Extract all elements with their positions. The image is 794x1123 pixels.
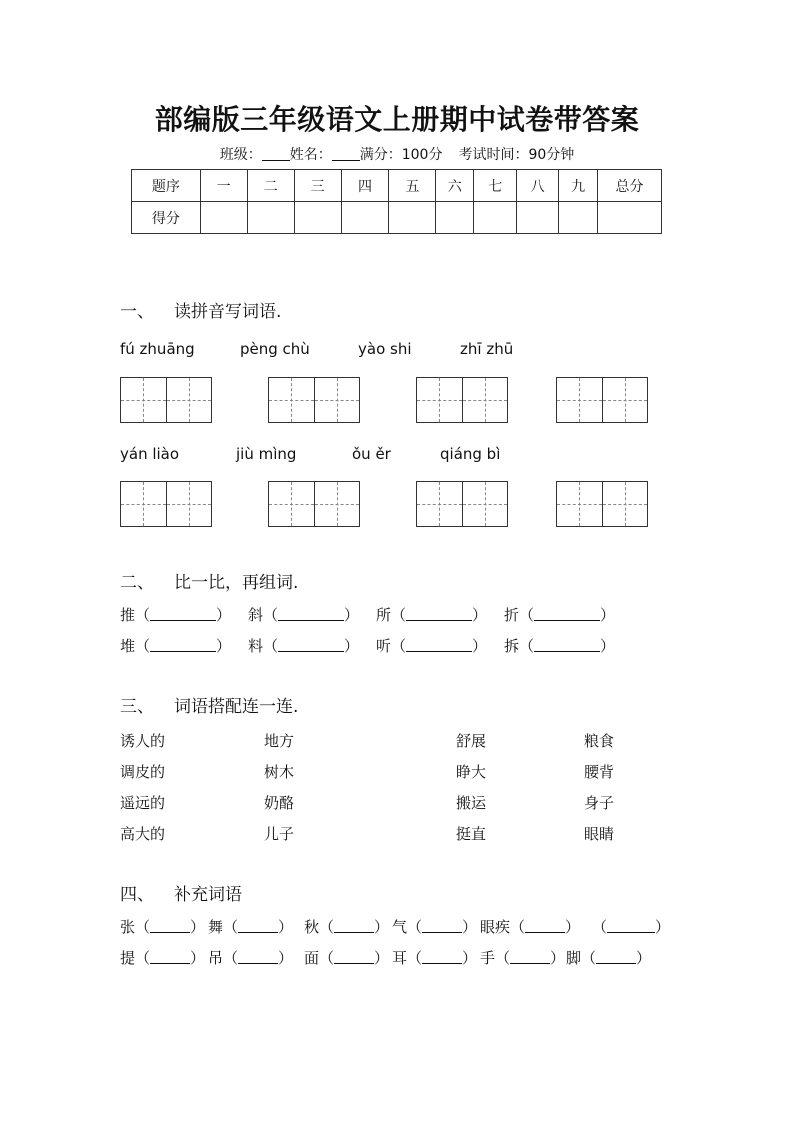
answer-blank[interactable]: [150, 607, 216, 621]
fill-item: 面（ ）: [304, 949, 390, 967]
compare-item: 听（ ）: [376, 637, 488, 655]
score-table-score-row: [132, 202, 662, 234]
score-row-label: 得分: [132, 202, 201, 234]
fill-item: 气（ ）: [392, 918, 478, 936]
fill-item: 张（ ）: [120, 918, 206, 936]
section-2-heading: [120, 568, 298, 593]
compare-char: 堆: [120, 637, 136, 655]
answer-blank[interactable]: [238, 950, 278, 964]
compare-item: 料（ ）: [248, 637, 360, 655]
compare-char: 所: [376, 606, 392, 624]
match-word[interactable]: 身子: [584, 794, 615, 812]
section-1-number: 一、: [120, 302, 154, 322]
score-header-cell: 总分: [598, 170, 662, 202]
pinyin: yán liào: [120, 445, 180, 463]
answer-blank[interactable]: [278, 607, 344, 621]
writing-grid[interactable]: [416, 377, 508, 423]
score-header-cell: 七: [474, 170, 517, 202]
name-blank: [332, 147, 360, 161]
section-4-heading: [120, 880, 242, 905]
answer-blank[interactable]: [150, 919, 190, 933]
compare-item: 所（ ）: [376, 606, 488, 624]
answer-blank[interactable]: [334, 950, 374, 964]
score-header-cell: 四: [341, 170, 389, 202]
compare-char: 斜: [248, 606, 264, 624]
section-2-title: 比一比，再组词.: [174, 573, 299, 593]
compare-char: 拆: [504, 637, 520, 655]
pinyin: pèng chù: [240, 340, 310, 358]
writing-grid[interactable]: [120, 481, 212, 527]
match-word[interactable]: 奶酪: [264, 794, 295, 812]
fill-item: 舞（ ）: [208, 918, 294, 936]
section-3-title: 词语搭配连一连.: [174, 697, 299, 717]
match-word[interactable]: 腰背: [584, 763, 615, 781]
fill-item: 吊（ ）: [208, 949, 294, 967]
writing-grid[interactable]: [268, 377, 360, 423]
match-word[interactable]: 舒展: [456, 732, 487, 750]
match-word[interactable]: 睁大: [456, 763, 487, 781]
answer-blank[interactable]: [534, 638, 600, 652]
score-input-cell[interactable]: [598, 202, 662, 234]
compare-item: 推（ ）: [120, 606, 232, 624]
class-label: 班级：: [219, 147, 262, 163]
answer-blank[interactable]: [607, 919, 655, 933]
score-header-cell: 三: [294, 170, 341, 202]
match-word[interactable]: 眼睛: [584, 825, 615, 843]
score-header-cell: 八: [517, 170, 559, 202]
score-table-header-row: [132, 170, 662, 202]
answer-blank[interactable]: [422, 919, 462, 933]
answer-blank[interactable]: [406, 638, 472, 652]
score-header-cell: 题序: [132, 170, 201, 202]
match-word[interactable]: 挺直: [456, 825, 487, 843]
answer-blank[interactable]: [334, 919, 374, 933]
page-title: 部编版三年级语文上册期中试卷带答案: [154, 103, 640, 136]
fill-item: 手（ ）: [480, 949, 566, 967]
answer-blank[interactable]: [238, 919, 278, 933]
match-word[interactable]: 地方: [264, 732, 295, 750]
score-header-cell: 二: [247, 170, 294, 202]
pinyin: zhī zhū: [460, 340, 514, 358]
full-score: 满分：100分: [359, 147, 443, 163]
fill-item: 脚（ ）: [566, 949, 652, 967]
writing-grid[interactable]: [120, 377, 212, 423]
match-word[interactable]: 树木: [264, 763, 295, 781]
match-word[interactable]: 诱人的: [120, 732, 166, 750]
name-label: 姓名：: [289, 147, 332, 163]
answer-blank[interactable]: [510, 950, 550, 964]
section-2-number: 二、: [120, 573, 154, 593]
pinyin: yào shi: [358, 340, 412, 358]
fill-item: 秋（ ）: [304, 918, 390, 936]
answer-blank[interactable]: [150, 638, 216, 652]
pinyin: ǒu ěr: [352, 445, 391, 463]
class-blank: [262, 147, 290, 161]
writing-grid[interactable]: [416, 481, 508, 527]
answer-blank[interactable]: [525, 919, 565, 933]
section-3-number: 三、: [120, 697, 154, 717]
exam-meta: [0, 144, 794, 164]
match-word[interactable]: 调皮的: [120, 763, 166, 781]
answer-blank[interactable]: [534, 607, 600, 621]
writing-grid[interactable]: [268, 481, 360, 527]
score-header-cell: 九: [559, 170, 598, 202]
score-input-cell[interactable]: [389, 202, 436, 234]
pinyin: qiáng bì: [440, 445, 501, 463]
match-word[interactable]: 遥远的: [120, 794, 166, 812]
section-1-title: 读拼音写词语.: [174, 302, 282, 322]
exam-time: 考试时间：90分钟: [458, 147, 575, 163]
section-3-heading: [120, 692, 298, 717]
compare-char: 听: [376, 637, 392, 655]
writing-grid[interactable]: [556, 377, 648, 423]
answer-blank[interactable]: [596, 950, 636, 964]
section-1-heading: [120, 297, 281, 322]
section-4-title: 补充词语: [174, 885, 242, 905]
answer-blank[interactable]: [278, 638, 344, 652]
score-input-cell[interactable]: [341, 202, 389, 234]
score-input-cell[interactable]: [474, 202, 517, 234]
score-input-cell[interactable]: [200, 202, 247, 234]
fill-item: （ ）: [592, 918, 671, 936]
section-4-number: 四、: [120, 885, 154, 905]
score-header-cell: 六: [436, 170, 474, 202]
score-input-cell[interactable]: [247, 202, 294, 234]
score-header-cell: 五: [389, 170, 436, 202]
compare-item: 堆（ ）: [120, 637, 232, 655]
score-table: [131, 169, 662, 234]
fill-item: 眼疾（ ）: [480, 918, 581, 936]
compare-char: 折: [504, 606, 520, 624]
pinyin: fú zhuāng: [120, 340, 195, 358]
score-input-cell[interactable]: [517, 202, 559, 234]
match-word[interactable]: 高大的: [120, 825, 166, 843]
compare-item: 拆（ ）: [504, 637, 616, 655]
compare-char: 推: [120, 606, 136, 624]
fill-item: 提（ ）: [120, 949, 206, 967]
compare-item: 斜（ ）: [248, 606, 360, 624]
match-word[interactable]: 搬运: [456, 794, 487, 812]
score-header-cell: 一: [200, 170, 247, 202]
score-input-cell[interactable]: [559, 202, 598, 234]
pinyin: jiù mìng: [236, 445, 297, 463]
fill-item: 耳（ ）: [392, 949, 478, 967]
writing-grid[interactable]: [556, 481, 648, 527]
match-word[interactable]: 粮食: [584, 732, 615, 750]
answer-blank[interactable]: [150, 950, 190, 964]
answer-blank[interactable]: [422, 950, 462, 964]
compare-char: 料: [248, 637, 264, 655]
match-word[interactable]: 儿子: [264, 825, 295, 843]
answer-blank[interactable]: [406, 607, 472, 621]
score-input-cell[interactable]: [436, 202, 474, 234]
compare-item: 折（ ）: [504, 606, 616, 624]
score-input-cell[interactable]: [294, 202, 341, 234]
